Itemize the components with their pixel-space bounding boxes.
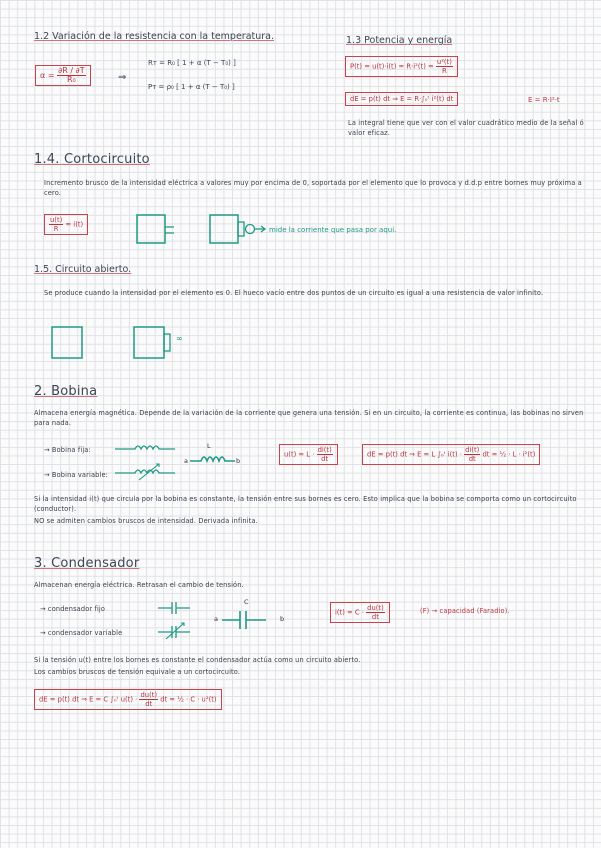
ammeter-connector bbox=[238, 222, 244, 236]
power-denominator: R bbox=[442, 67, 447, 75]
capacitor-diagram-icon bbox=[222, 611, 266, 629]
variable-capacitor-label: → condensador variable bbox=[40, 629, 123, 637]
capacitor-energy-formula-box bbox=[34, 689, 222, 710]
short-circuit-leads bbox=[165, 227, 174, 233]
section-1-3-title: 1.3 Potencia y energía bbox=[346, 35, 453, 46]
open-circuit-element bbox=[52, 327, 82, 358]
fixed-capacitor-icon bbox=[158, 602, 190, 614]
section-3-title: 3. Condensador bbox=[34, 556, 140, 571]
coil-text-2: Si la intensidad i(t) que circula por la bobina es constante, la tensión entre sus bornes es cero. Esto implica que la bobina se comporta como un cortocircuito (conductor). bbox=[34, 495, 577, 514]
capacity-note: (F) → capacidad (Faradio). bbox=[420, 607, 510, 615]
open-circuit-element-2 bbox=[134, 327, 164, 358]
coil-voltage-lhs: u(t) = L · bbox=[284, 450, 315, 459]
capacitor-energy-numerator: du(t) bbox=[140, 691, 158, 699]
alpha-denominator: R₀ bbox=[66, 75, 76, 84]
energy-formula: dE = p(t) dt ⇒ E = R·∫₀ᵗ i²(t) dt bbox=[350, 95, 454, 103]
capacitor-current-lhs: i(t) = C · bbox=[335, 608, 364, 617]
short-circuit-rhs: = i(t) bbox=[65, 220, 84, 229]
coil-energy-numerator: di(t) bbox=[465, 446, 480, 454]
variable-coil-label: → Bobina variable: bbox=[44, 471, 109, 479]
ammeter-note: mide la corriente que pasa por aquí. bbox=[269, 226, 397, 234]
variable-coil-icon bbox=[115, 470, 175, 473]
capacitor-current-formula-box bbox=[330, 602, 390, 623]
capacitor-terminal-a: a bbox=[214, 615, 218, 623]
inductance-label: L bbox=[207, 442, 211, 450]
section-1-5-title: 1.5. Circuito abierto. bbox=[34, 264, 132, 275]
coil-voltage-formula-box bbox=[279, 444, 338, 465]
capacitance-label: C bbox=[244, 598, 249, 606]
formula-rt: Rт = R₀ [ 1 + α (T − T₀) ] bbox=[148, 59, 236, 67]
capacitor-terminal-b: b bbox=[280, 615, 285, 623]
section-2-title: 2. Bobina bbox=[34, 384, 98, 399]
coil-energy-formula-box bbox=[362, 444, 540, 465]
short-circuit-numerator: u(t) bbox=[50, 216, 63, 224]
coil-text-3: NO se admiten cambios bruscos de intensidad. Derivada infinita. bbox=[34, 517, 258, 525]
short-circuit-formula-box bbox=[44, 214, 88, 235]
fixed-coil-icon bbox=[115, 446, 175, 449]
alpha-definition-box bbox=[35, 65, 91, 86]
capacitor-energy-denominator: dt bbox=[145, 700, 153, 708]
section-1-4-title: 1.4. Cortocircuito bbox=[34, 152, 150, 167]
short-circuit-diagram bbox=[130, 212, 290, 252]
capacitor-text-3: Los cambios bruscos de tensión equivale a un cortocircuito. bbox=[34, 668, 241, 676]
coil-energy-denominator: dt bbox=[468, 455, 476, 463]
variable-capacitor-arrow-icon bbox=[166, 623, 184, 639]
ammeter-element bbox=[210, 215, 238, 243]
energy-formula-box bbox=[345, 92, 458, 106]
coil-diagram-icon bbox=[190, 457, 235, 461]
short-circuit-denominator: R bbox=[53, 225, 59, 233]
alpha-numerator: ∂R / ∂T bbox=[58, 66, 85, 75]
short-circuit-element bbox=[137, 215, 165, 243]
open-circuit-connector bbox=[164, 334, 170, 351]
power-formula-box bbox=[345, 56, 458, 77]
capacitor-symbols bbox=[158, 598, 298, 643]
power-lhs: P(t) = u(t)·i(t) = R·i²(t) = bbox=[350, 62, 434, 71]
capacitor-current-denominator: dt bbox=[371, 613, 379, 621]
power-numerator: u²(t) bbox=[436, 58, 452, 66]
fixed-coil-label: → Bobina fija: bbox=[44, 446, 91, 454]
coil-energy-rhs: dt = ½ · L · i²(t) bbox=[482, 450, 536, 459]
alpha-lhs: α = bbox=[40, 71, 55, 80]
rms-note: La integral tiene que ver con el valor cuadrático medio de la señal ó valor eficaz. bbox=[348, 119, 584, 138]
capacitor-energy-lhs: dE = p(t) dt ⇒ E = C ∫₀ᵗ u(t) · bbox=[39, 695, 138, 704]
short-circuit-text: Incremento brusco de la intensidad eléctrica a valores muy por encima de 0, soportada por el elemento que lo provoca y d.d.p entre bornes muy próxima a cero. bbox=[44, 179, 582, 198]
formula-pt: Pт = ρ₀ [ 1 + α (T − T₀) ] bbox=[148, 83, 235, 91]
energy-short-formula: E = R·I²·t bbox=[528, 96, 560, 104]
capacitor-text: Almacenan energía eléctrica. Retrasan el cambio de tensión. bbox=[34, 581, 244, 589]
coil-terminal-a: a bbox=[184, 457, 188, 465]
coil-voltage-denominator: dt bbox=[321, 455, 329, 463]
ammeter-icon bbox=[246, 225, 255, 234]
coil-text: Almacena energía magnética. Depende de la variación de la corriente que genera una tensión. Si en un circuito, la corriente es continua, las bobinas no sirven para nada. bbox=[34, 409, 584, 428]
open-circuit-text: Se produce cuando la intensidad por el elemento es 0. El hueco vacío entre dos puntos de un circuito es igual a una resistencia de valor infinito. bbox=[44, 289, 544, 297]
capacitor-current-numerator: du(t) bbox=[367, 604, 384, 612]
section-1-2-title: 1.2 Variación de la resistencia con la temperatura. bbox=[34, 31, 275, 42]
fixed-capacitor-label: → condensador fijo bbox=[40, 605, 106, 613]
infinity-symbol: ∞ bbox=[176, 334, 183, 343]
open-circuit-diagram bbox=[48, 324, 208, 364]
capacitor-energy-rhs: dt = ½ · C · u²(t) bbox=[160, 695, 217, 704]
coil-voltage-numerator: di(t) bbox=[317, 446, 332, 454]
coil-terminal-b: b bbox=[236, 457, 241, 465]
implies-arrow: ⇒ bbox=[118, 72, 127, 83]
capacitor-text-2: Si la tensión u(t) entre los bornes es constante el condensador actúa como un circuito abierto. bbox=[34, 656, 361, 664]
coil-symbols bbox=[115, 440, 245, 485]
coil-energy-lhs: dE = p(t) dt ⇒ E = L ∫₀ᵗ i(t) · bbox=[367, 450, 462, 459]
